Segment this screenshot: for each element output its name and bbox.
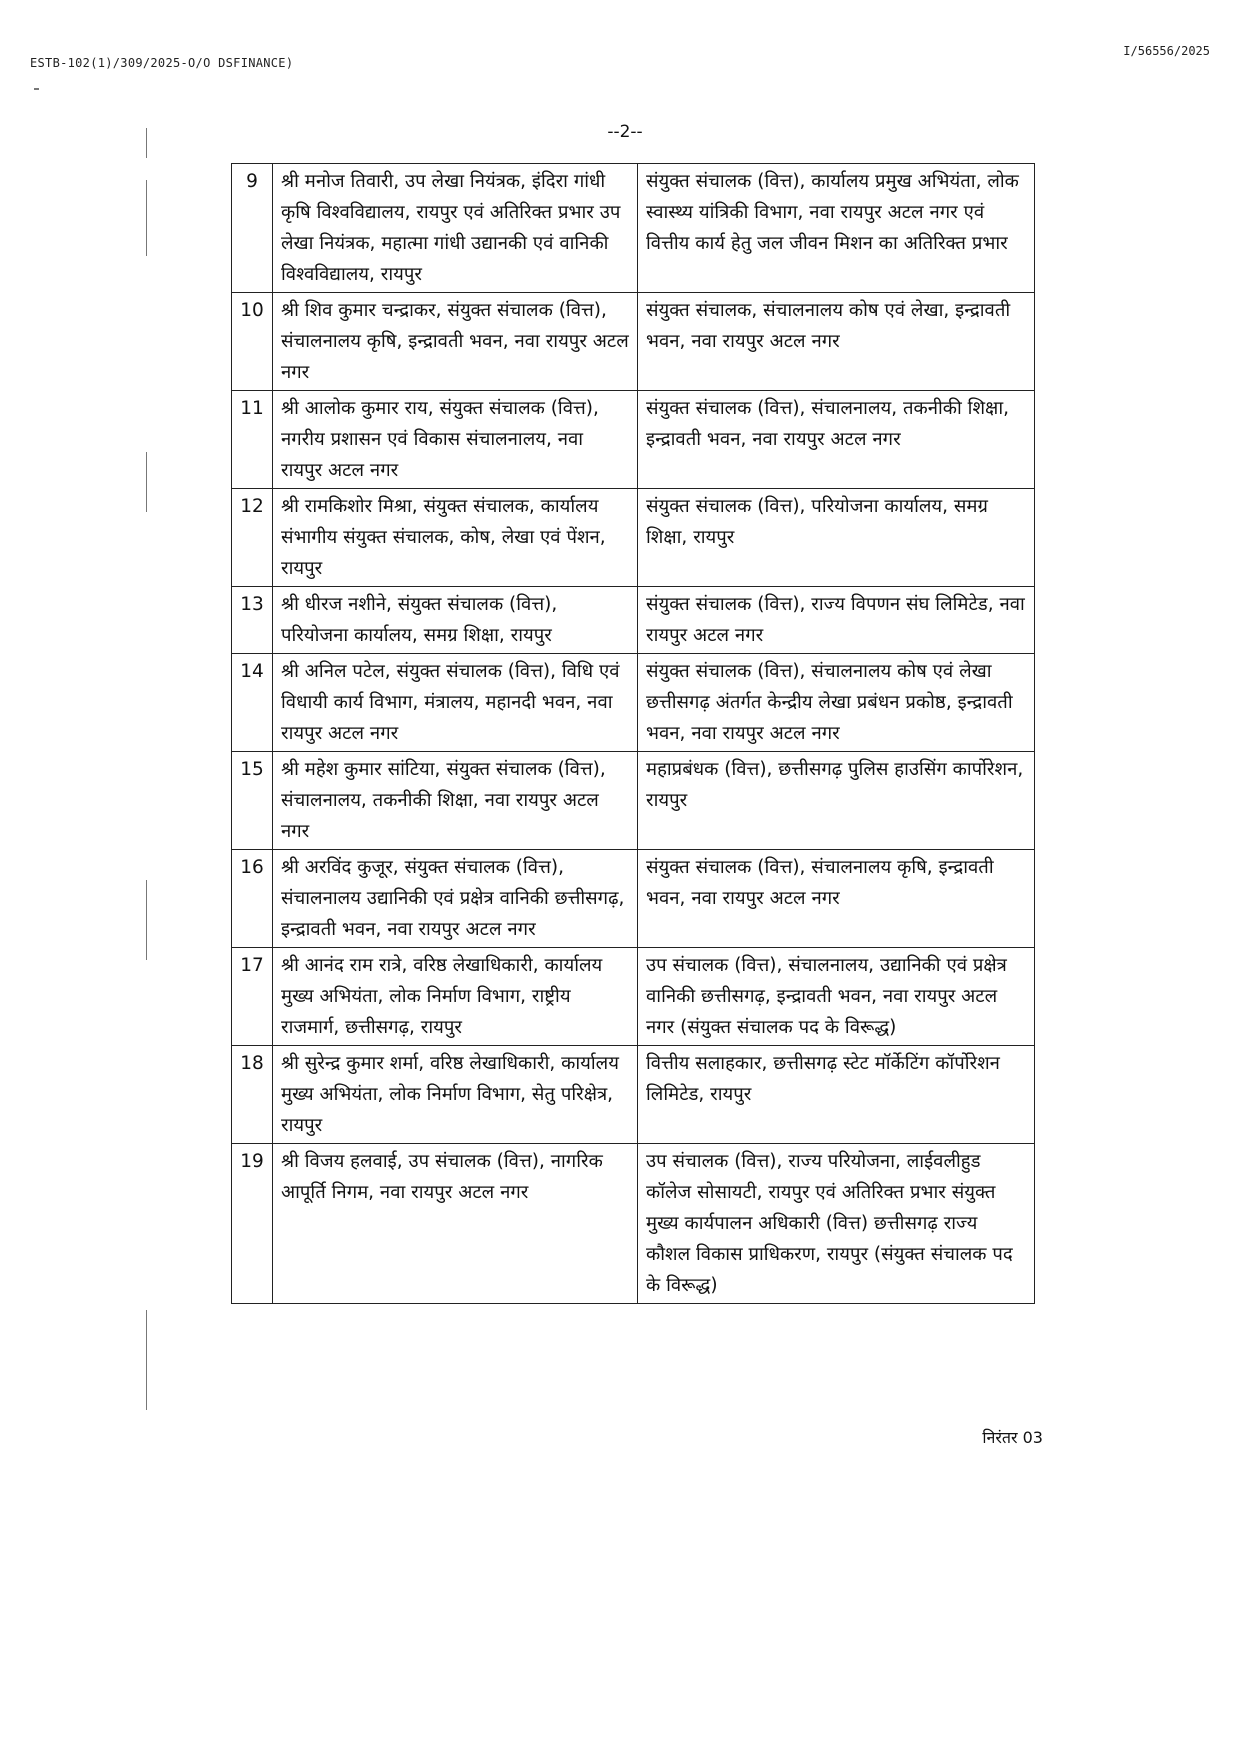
serial-number-cell: 9 bbox=[232, 164, 273, 293]
table-row bbox=[232, 752, 1035, 850]
table-row bbox=[232, 850, 1035, 948]
serial-number-cell: 10 bbox=[232, 293, 273, 391]
serial-number-cell: 15 bbox=[232, 752, 273, 850]
officer-cell: श्री शिव कुमार चन्द्राकर, संयुक्त संचालक (वित्त), संचालनालय कृषि, इन्द्रावती भवन, नवा रायपुर अटल नगर bbox=[273, 293, 638, 391]
new-posting-cell: वित्तीय सलाहकार, छत्तीसगढ़ स्टेट मॉर्केटिंग कॉर्पोरेशन लिमिटेड, रायपुर bbox=[638, 1046, 1035, 1144]
scan-mark bbox=[34, 88, 39, 90]
officer-cell: श्री अरविंद कुजूर, संयुक्त संचालक (वित्त), संचालनालय उद्यानिकी एवं प्रक्षेत्र वानिकी छत्तीसगढ़, इन्द्रावती भवन, नवा रायपुर अटल नगर bbox=[273, 850, 638, 948]
table-row bbox=[232, 164, 1035, 293]
receipt-number: I/56556/2025 bbox=[1123, 44, 1210, 58]
page-number: --2-- bbox=[607, 122, 643, 142]
officer-cell: श्री विजय हलवाई, उप संचालक (वित्त), नागरिक आपूर्ति निगम, नवा रायपुर अटल नगर bbox=[273, 1144, 638, 1304]
table-row bbox=[232, 654, 1035, 752]
continuation-note: निरंतर 03 bbox=[982, 1428, 1043, 1447]
table-row bbox=[232, 391, 1035, 489]
new-posting-cell: उप संचालक (वित्त), राज्य परियोजना, लाईवलीहुड कॉलेज सोसायटी, रायपुर एवं अतिरिक्त प्रभार संयुक्त मुख्य कार्यपालन अधिकारी (वित्त) छत्तीसगढ़ राज्य कौशल विकास प्राधिकरण, रायपुर (संयुक्त संचालक पद के विरूद्ध) bbox=[638, 1144, 1035, 1304]
officer-cell: श्री सुरेन्द्र कुमार शर्मा, वरिष्ठ लेखाधिकारी, कार्यालय मुख्य अभियंता, लोक निर्माण विभाग, सेतु परिक्षेत्र, रायपुर bbox=[273, 1046, 638, 1144]
serial-number-cell: 16 bbox=[232, 850, 273, 948]
scan-mark bbox=[146, 180, 147, 256]
scan-mark bbox=[146, 880, 147, 960]
officer-cell: श्री आनंद राम रात्रे, वरिष्ठ लेखाधिकारी, कार्यालय मुख्य अभियंता, लोक निर्माण विभाग, राष्ट्रीय राजमार्ग, छत्तीसगढ़, रायपुर bbox=[273, 948, 638, 1046]
table-row bbox=[232, 587, 1035, 654]
postings-table bbox=[231, 163, 1035, 1304]
officer-cell: श्री आलोक कुमार राय, संयुक्त संचालक (वित्त), नगरीय प्रशासन एवं विकास संचालनालय, नवा रायपुर अटल नगर bbox=[273, 391, 638, 489]
officer-cell: श्री मनोज तिवारी, उप लेखा नियंत्रक, इंदिरा गांधी कृषि विश्वविद्यालय, रायपुर एवं अतिरिक्त प्रभार उप लेखा नियंत्रक, महात्मा गांधी उद्यानकी एवं वानिकी विश्वविद्यालय, रायपुर bbox=[273, 164, 638, 293]
officer-cell: श्री अनिल पटेल, संयुक्त संचालक (वित्त), विधि एवं विधायी कार्य विभाग, मंत्रालय, महानदी भवन, नवा रायपुर अटल नगर bbox=[273, 654, 638, 752]
table-row bbox=[232, 1046, 1035, 1144]
scan-mark bbox=[146, 452, 147, 512]
scan-mark bbox=[146, 128, 147, 158]
officer-cell: श्री महेश कुमार सांटिया, संयुक्त संचालक (वित्त), संचालनालय, तकनीकी शिक्षा, नवा रायपुर अटल नगर bbox=[273, 752, 638, 850]
new-posting-cell: संयुक्त संचालक, संचालनालय कोष एवं लेखा, इन्द्रावती भवन, नवा रायपुर अटल नगर bbox=[638, 293, 1035, 391]
serial-number-cell: 13 bbox=[232, 587, 273, 654]
new-posting-cell: संयुक्त संचालक (वित्त), राज्य विपणन संघ लिमिटेड, नवा रायपुर अटल नगर bbox=[638, 587, 1035, 654]
file-reference: ESTB-102(1)/309/2025-O/O DSFINANCE) bbox=[30, 56, 294, 70]
new-posting-cell: संयुक्त संचालक (वित्त), परियोजना कार्यालय, समग्र शिक्षा, रायपुर bbox=[638, 489, 1035, 587]
new-posting-cell: उप संचालक (वित्त), संचालनालय, उद्यानिकी एवं प्रक्षेत्र वानिकी छत्तीसगढ़, इन्द्रावती भवन, नवा रायपुर अटल नगर (संयुक्त संचालक पद के विरूद्ध) bbox=[638, 948, 1035, 1046]
officer-cell: श्री रामकिशोर मिश्रा, संयुक्त संचालक, कार्यालय संभागीय संयुक्त संचालक, कोष, लेखा एवं पेंशन, रायपुर bbox=[273, 489, 638, 587]
serial-number-cell: 14 bbox=[232, 654, 273, 752]
serial-number-cell: 11 bbox=[232, 391, 273, 489]
new-posting-cell: संयुक्त संचालक (वित्त), संचालनालय, तकनीकी शिक्षा, इन्द्रावती भवन, नवा रायपुर अटल नगर bbox=[638, 391, 1035, 489]
officer-cell: श्री धीरज नशीने, संयुक्त संचालक (वित्त), परियोजना कार्यालय, समग्र शिक्षा, रायपुर bbox=[273, 587, 638, 654]
table-row bbox=[232, 948, 1035, 1046]
table-row bbox=[232, 1144, 1035, 1304]
postings-table-body bbox=[232, 164, 1035, 1304]
table-row bbox=[232, 293, 1035, 391]
serial-number-cell: 18 bbox=[232, 1046, 273, 1144]
serial-number-cell: 17 bbox=[232, 948, 273, 1046]
serial-number-cell: 12 bbox=[232, 489, 273, 587]
new-posting-cell: संयुक्त संचालक (वित्त), संचालनालय कोष एवं लेखा छत्तीसगढ़ अंतर्गत केन्द्रीय लेखा प्रबंधन प्रकोष्ठ, इन्द्रावती भवन, नवा रायपुर अटल नगर bbox=[638, 654, 1035, 752]
serial-number-cell: 19 bbox=[232, 1144, 273, 1304]
new-posting-cell: संयुक्त संचालक (वित्त), कार्यालय प्रमुख अभियंता, लोक स्वास्थ्य यांत्रिकी विभाग, नवा रायपुर अटल नगर एवं वित्तीय कार्य हेतु जल जीवन मिशन का अतिरिक्त प्रभार bbox=[638, 164, 1035, 293]
table-row bbox=[232, 489, 1035, 587]
new-posting-cell: संयुक्त संचालक (वित्त), संचालनालय कृषि, इन्द्रावती भवन, नवा रायपुर अटल नगर bbox=[638, 850, 1035, 948]
scan-mark bbox=[146, 1310, 147, 1410]
new-posting-cell: महाप्रबंधक (वित्त), छत्तीसगढ़ पुलिस हाउसिंग कार्पोरेशन, रायपुर bbox=[638, 752, 1035, 850]
